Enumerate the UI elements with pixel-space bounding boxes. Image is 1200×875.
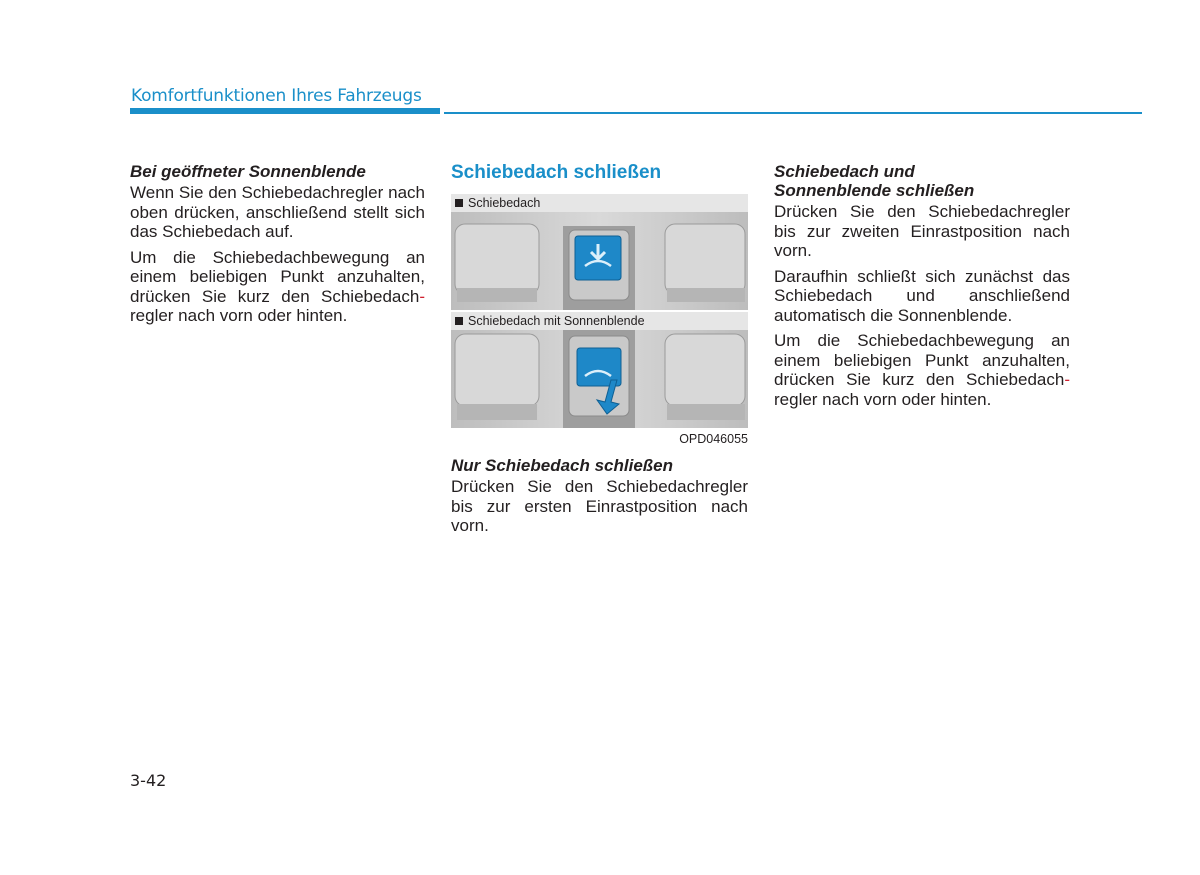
hyphen: - (1064, 370, 1070, 389)
paragraph: Wenn Sie den Schiebedachregler nach oben drücken, anschließend stellt sich das Schiebedach auf. (130, 183, 425, 241)
column-middle (451, 162, 748, 542)
section-title: Schiebedach schließen (451, 162, 662, 183)
figure-sunroof-switch (451, 212, 748, 310)
header-rule-thick (130, 108, 440, 114)
paragraph: Um die Schiebedachbewegung an einem beliebigen Punkt anzuhalten, drücken Sie kurz den Schiebedach-regler nach vorn oder hinten. (130, 247, 425, 325)
figure-sunroof-sunshade-switch (451, 330, 748, 428)
header-rule-thin (444, 112, 1142, 114)
square-bullet-icon (455, 317, 463, 325)
square-bullet-icon (455, 199, 463, 207)
subheading-close-sunroof-sunshade: Schiebedach und Sonnenblende schließen (774, 162, 975, 200)
figure-caption-sunroof: Schiebedach (451, 194, 748, 212)
page-number: 3-42 (130, 771, 167, 790)
subheading-open-sunshade: Bei geöffneter Sonnenblende (130, 162, 366, 181)
chapter-title: Komfortfunktionen Ihres Fahrzeugs (131, 86, 422, 106)
paragraph: Drücken Sie den Schiebedachregler bis zur zweiten Einrastposition nach vorn. (774, 202, 1070, 260)
paragraph: Daraufhin schließt sich zunächst das Schiebedach und anschließend automatisch die Sonnenblende. (774, 266, 1070, 325)
paragraph: Drücken Sie den Schiebedachregler bis zur ersten Einrastposition nach vorn. (451, 477, 748, 535)
column-left (130, 162, 425, 332)
hyphen: - (419, 286, 425, 306)
paragraph: Um die Schiebedachbewegung an einem beliebigen Punkt anzuhalten, drücken Sie kurz den Schiebedach-regler nach vorn oder hinten. (774, 331, 1070, 409)
subheading-close-sunroof-only: Nur Schiebedach schließen (451, 456, 674, 475)
column-right (774, 162, 1070, 415)
figure-code: OPD046055 (679, 432, 748, 446)
figure-caption-sunroof-sunshade: Schiebedach mit Sonnenblende (451, 312, 748, 330)
